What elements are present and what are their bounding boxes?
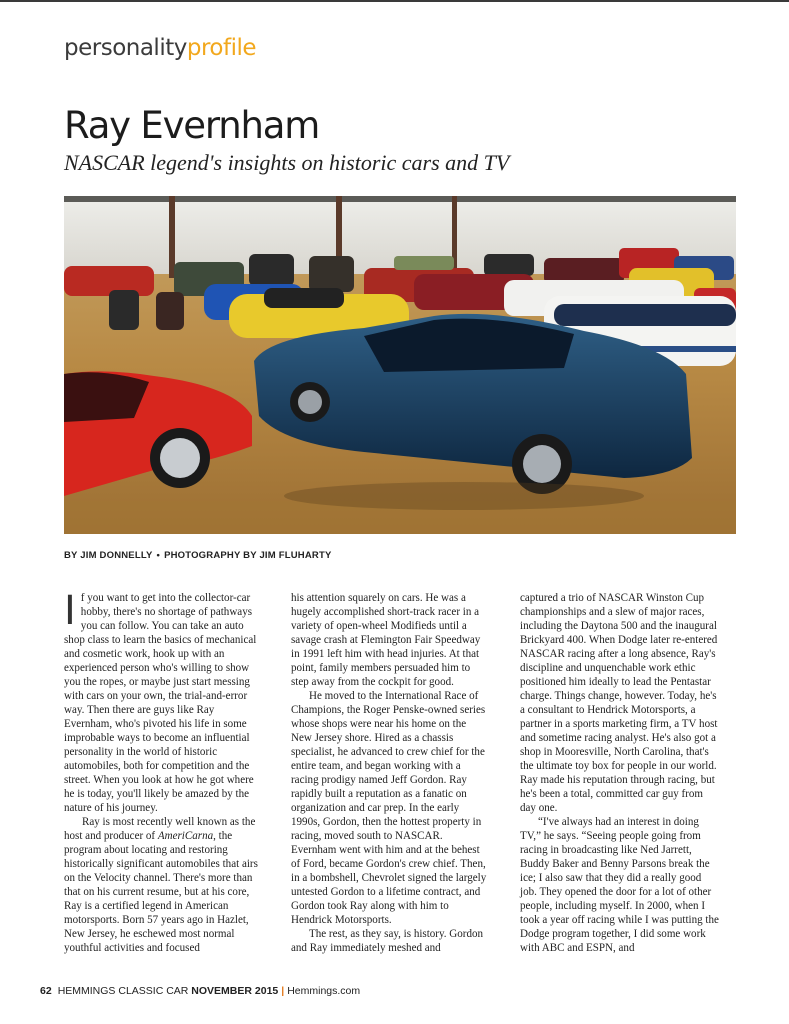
article-column-2: [291, 591, 488, 955]
section-label-part-1: personality: [64, 35, 187, 61]
article-paragraph: [64, 815, 260, 955]
article-column-3: [520, 591, 720, 955]
footer-divider: |: [281, 985, 285, 997]
section-label-part-2: profile: [186, 35, 256, 61]
paragraph-text: , the program about locating and restoring historically significant automobiles that airs on the Velocity channel. There's more than that on his current resume, but at his core, Ray is a certified legend in American motorsports. Born 57 years ago in Hazlet, New Jersey, he eschewed most normal youthful activities and focused: [64, 830, 258, 954]
issue-date: NOVEMBER 2015: [191, 985, 279, 997]
byline-photographer: PHOTOGRAPHY BY JIM FLUHARTY: [164, 550, 332, 561]
article-title: Ray Evernham: [64, 104, 320, 147]
top-rule: [0, 0, 789, 2]
byline-author: BY JIM DONNELLY: [64, 550, 153, 561]
byline: [64, 550, 332, 561]
article-paragraph: “I've always had an interest in doing TV,” he says. “Seeing people going from racing in broadcasting like Ned Jarrett, Buddy Baker and Benny Parsons break the ice; I also saw that they did a really good job. They opened the door for a lot of other people, including myself. In 2000, when I took a year off racing while I was putting the Dodge program together, I did some work with ABC and ESPN, and: [520, 816, 719, 954]
show-title: AmeriCarna: [157, 830, 214, 842]
paragraph-text: Ray is most recently well known as the host and producer of: [64, 816, 256, 842]
article-paragraph: his attention squarely on cars. He was a hugely accomplished short-track racer in a variety of open-wheel Modifieds until a savage crash at Flemington Fair Speedway in 1991 left him with head injuries. At that point, family members persuaded him to step away from the cockpit for good.: [291, 592, 481, 688]
article-paragraph: He moved to the International Race of Champions, the Roger Penske-owned series whose shops were near his home on the New Jersey shore. Hired as a chassis specialist, he advanced to crew chief for the entire team, and began working with a racing prodigy named Jeff Gordon. Ray rapidly built a reputation as a fanatic on organization and car prep. In the early 1990s, Gordon, then the hottest property in racing, moved south to NASCAR. Evernham went with him and at the behest of Ford, became Gordon's crew chief. Then, in a bombshell, Chevrolet signed the largely untested Gordon to a lifetime contract, and Gordon took Ray along with him to Hendrick Motorsports.: [291, 690, 487, 926]
publication-name: HEMMINGS CLASSIC CAR: [57, 985, 189, 997]
article-paragraph: captured a trio of NASCAR Winston Cup championships and a slew of major races, including the Daytona 500 and the inaugural Brickyard 400. When Dodge later re-entered NASCAR racing after a long absence, Ray's discipline and unquenchable work ethic positioned him ideally to lead the Pentastar charge. Things change, however. Today, he's a consultant to Hendrick Motorsports, a partner in a sports marketing firm, a TV host and sometime racing analyst. He's also got a shop in Mooresville, North Carolina, that's the ultimate toy box for people in our world. Ray made his reputation through racing, but he's been a total, committed car guy from day one.: [520, 592, 718, 814]
drop-cap: I: [64, 588, 76, 634]
car-collection-photo: [64, 196, 736, 534]
article-subtitle: NASCAR legend's insights on historic cars and TV: [64, 150, 510, 175]
byline-separator: •: [156, 550, 161, 561]
page-number: 62: [40, 985, 52, 997]
hero-photo: [64, 196, 736, 534]
website-link[interactable]: Hemmings.com: [287, 985, 361, 997]
article-paragraph: [64, 588, 260, 815]
paragraph-text: f you want to get into the collector-car hobby, there's no shortage of pathways you can follow. You can take an auto shop class to learn the basics of mechanical and cosmetic work, hook up with an experienced person who's willing to show you the ropes, or maybe just start messing with cars on your own, the trial-and-error way. Then there are guys like Ray Evernham, who's pivoted his life in some improbable ways to become an influential personality in the world of historic automobiles, both for competition and the street. When you look at how he got where he is today, you'll likely be amazed by the nature of his journey.: [64, 592, 257, 814]
page-footer: [40, 985, 360, 997]
article-column-1: [64, 588, 260, 955]
article-paragraph: The rest, as they say, is history. Gordon and Ray immediately meshed and: [291, 928, 484, 954]
section-label: [64, 34, 256, 62]
